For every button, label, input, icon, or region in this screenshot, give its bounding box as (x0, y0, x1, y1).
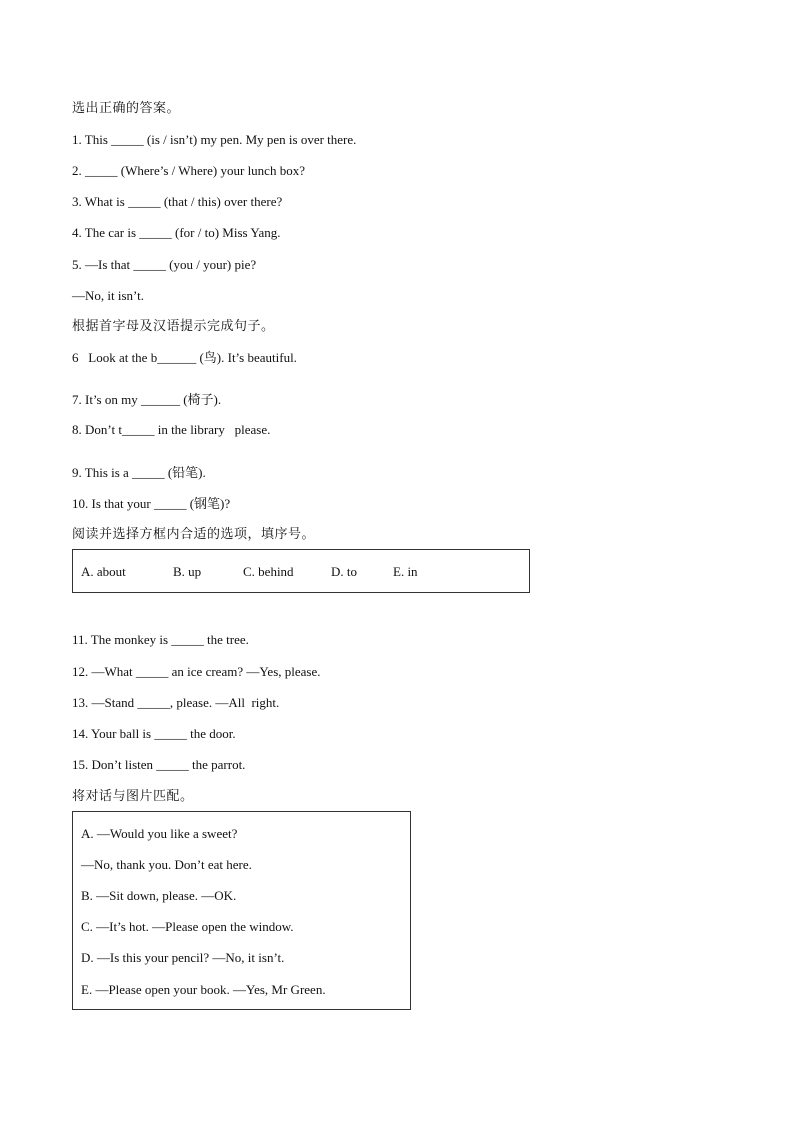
section-heading-select: 阅读并选择方框内合适的选项，填序号。 (72, 527, 316, 542)
question-15: 15. Don’t listen _____ the parrot. (72, 757, 246, 772)
dialogue-c: C. —It’s hot. —Please open the window. (81, 919, 294, 934)
options-box (72, 549, 530, 593)
dialogues-box (72, 811, 411, 1010)
option-e: E. in (393, 564, 418, 579)
section-heading-complete: 根据首字母及汉语提示完成句子。 (72, 319, 275, 334)
question-2: 2. _____ (Where’s / Where) your lunch box? (72, 163, 305, 178)
question-1: 1. This _____ (is / isn’t) my pen. My pen is over there. (72, 132, 357, 147)
question-8: 8. Don’t t_____ in the library please. (72, 422, 271, 437)
option-b: B. up (173, 564, 202, 579)
option-d: D. to (331, 564, 357, 579)
question-11: 11. The monkey is _____ the tree. (72, 632, 249, 647)
dialogue-a: A. —Would you like a sweet? (81, 826, 238, 841)
question-10: 10. Is that your _____ (钢笔)? (72, 496, 231, 511)
question-12: 12. —What _____ an ice cream? —Yes, please. (72, 664, 321, 679)
question-14: 14. Your ball is _____ the door. (72, 726, 236, 741)
question-3: 3. What is _____ (that / this) over there? (72, 194, 283, 209)
dialogue-b: B. —Sit down, please. —OK. (81, 888, 237, 903)
section-heading-choose: 选出正确的答案。 (72, 101, 181, 116)
section-heading-match: 将对话与图片匹配。 (72, 789, 194, 804)
question-6: 6 Look at the b______ (鸟). It’s beautiful. (72, 350, 297, 365)
question-13: 13. —Stand _____, please. —All right. (72, 695, 280, 710)
question-4: 4. The car is _____ (for / to) Miss Yang. (72, 225, 281, 240)
dialogue-e: E. —Please open your book. —Yes, Mr Green. (81, 982, 326, 997)
question-5: 5. —Is that _____ (you / your) pie? (72, 257, 257, 272)
option-c: C. behind (243, 564, 294, 579)
question-9: 9. This is a _____ (铅笔). (72, 465, 206, 480)
option-a: A. about (81, 564, 126, 579)
question-7: 7. It’s on my ______ (椅子). (72, 392, 222, 407)
question-5-reply: —No, it isn’t. (72, 288, 144, 303)
dialogue-d: D. —Is this your pencil? —No, it isn’t. (81, 950, 285, 965)
dialogue-a-reply: —No, thank you. Don’t eat here. (81, 857, 252, 872)
